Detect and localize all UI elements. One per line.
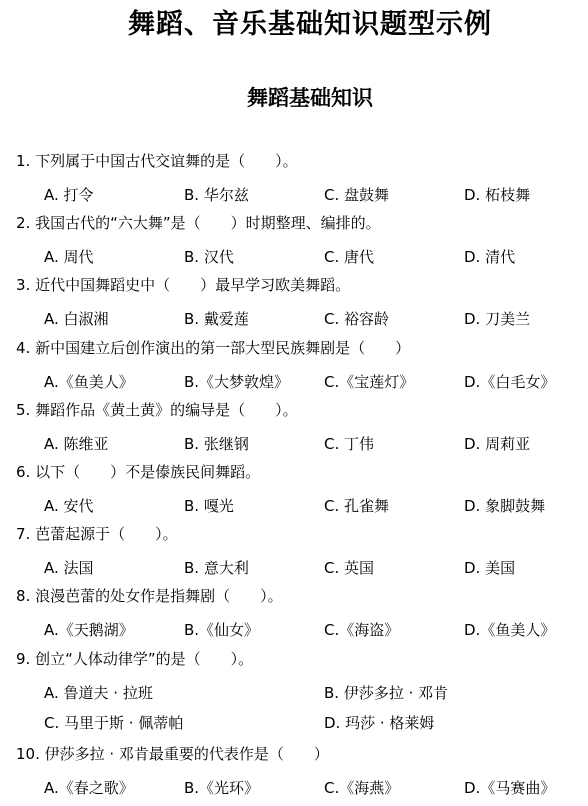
question-list [0,150,588,805]
question-stem: 3. 近代中国舞蹈史中（ ）最早学习欧美舞蹈。 [16,276,351,295]
option-d: D. 象脚鼓舞 [464,496,546,515]
question-item [0,337,588,399]
option-d: D. 刀美兰 [464,310,531,329]
question-item [0,212,588,274]
option-c: C. 裕容龄 [324,310,390,329]
option-a: A. 鲁道夫 · 拉班 [44,683,153,702]
question-item [0,523,588,585]
question-stem: 6. 以下（ ）不是傣族民间舞蹈。 [16,462,261,481]
option-a: A. 陈维亚 [44,434,109,453]
section-heading: 舞蹈基础知识 [247,85,373,110]
option-b: B.《大梦敦煌》 [184,372,290,391]
option-b: B. 意大利 [184,559,249,578]
option-b: B. 汉代 [184,248,234,267]
question-item [0,399,588,461]
option-c: C. 唐代 [324,248,375,267]
option-d: D. 美国 [464,559,516,578]
option-d: D. 周莉亚 [464,434,531,453]
option-d: D.《鱼美人》 [464,621,556,640]
option-a: A. 白淑湘 [44,310,109,329]
option-d: D. 清代 [464,248,516,267]
option-b: B.《仙女》 [184,621,260,640]
option-b: B. 华尔兹 [184,186,249,204]
question-item [0,743,588,805]
option-a: A. 打令 [44,186,94,204]
question-item [0,274,588,336]
option-d: D.《白毛女》 [464,372,556,391]
document-title: 舞蹈、音乐基础知识题型示例 [128,9,492,40]
option-a: A.《春之歌》 [44,778,134,797]
option-c: C. 丁伟 [324,434,375,453]
question-item [0,461,588,523]
option-b: B. 伊莎多拉 · 邓肯 [324,683,449,702]
option-c: C.《海燕》 [324,778,400,797]
question-stem: 1. 下列属于中国古代交谊舞的是（ ）。 [16,152,298,170]
question-stem: 10. 伊莎多拉 · 邓肯最重要的代表作是（ ） [16,744,329,763]
option-d: D.《马赛曲》 [464,778,556,797]
option-b: B. 戴爱莲 [184,310,249,329]
option-c: C.《海盗》 [324,621,400,640]
option-c: C. 马里于斯 · 佩蒂帕 [44,713,184,732]
question-stem: 7. 芭蕾起源于（ ）。 [16,525,178,544]
question-item [0,150,588,212]
option-c: C.《宝莲灯》 [324,372,415,391]
option-c: C. 英国 [324,559,375,578]
question-item [0,585,588,647]
question-stem: 5. 舞蹈作品《黄土黄》的编导是（ ）。 [16,400,298,419]
question-stem: 4. 新中国建立后创作演出的第一部大型民族舞剧是（ ） [16,338,411,357]
option-a: A. 安代 [44,496,94,515]
option-c: C. 孔雀舞 [324,496,390,515]
option-d: D. 玛莎 · 格莱姆 [324,713,435,732]
question-stem: 9. 创立“人体动律学”的是（ ）。 [16,649,254,668]
option-b: B.《光环》 [184,778,260,797]
option-b: B. 嘎光 [184,496,234,515]
option-c: C. 盘鼓舞 [324,186,390,204]
question-stem: 2. 我国古代的“六大舞”是（ ）时期整理、编排的。 [16,214,381,233]
option-a: A.《鱼美人》 [44,372,134,391]
option-b: B. 张继钢 [184,434,249,453]
option-d: D. 柘枝舞 [464,186,531,204]
question-item [0,648,588,743]
question-stem: 8. 浪漫芭蕾的处女作是指舞剧（ ）。 [16,587,283,606]
option-a: A. 法国 [44,559,94,578]
option-a: A.《天鹅湖》 [44,621,134,640]
option-a: A. 周代 [44,248,94,267]
